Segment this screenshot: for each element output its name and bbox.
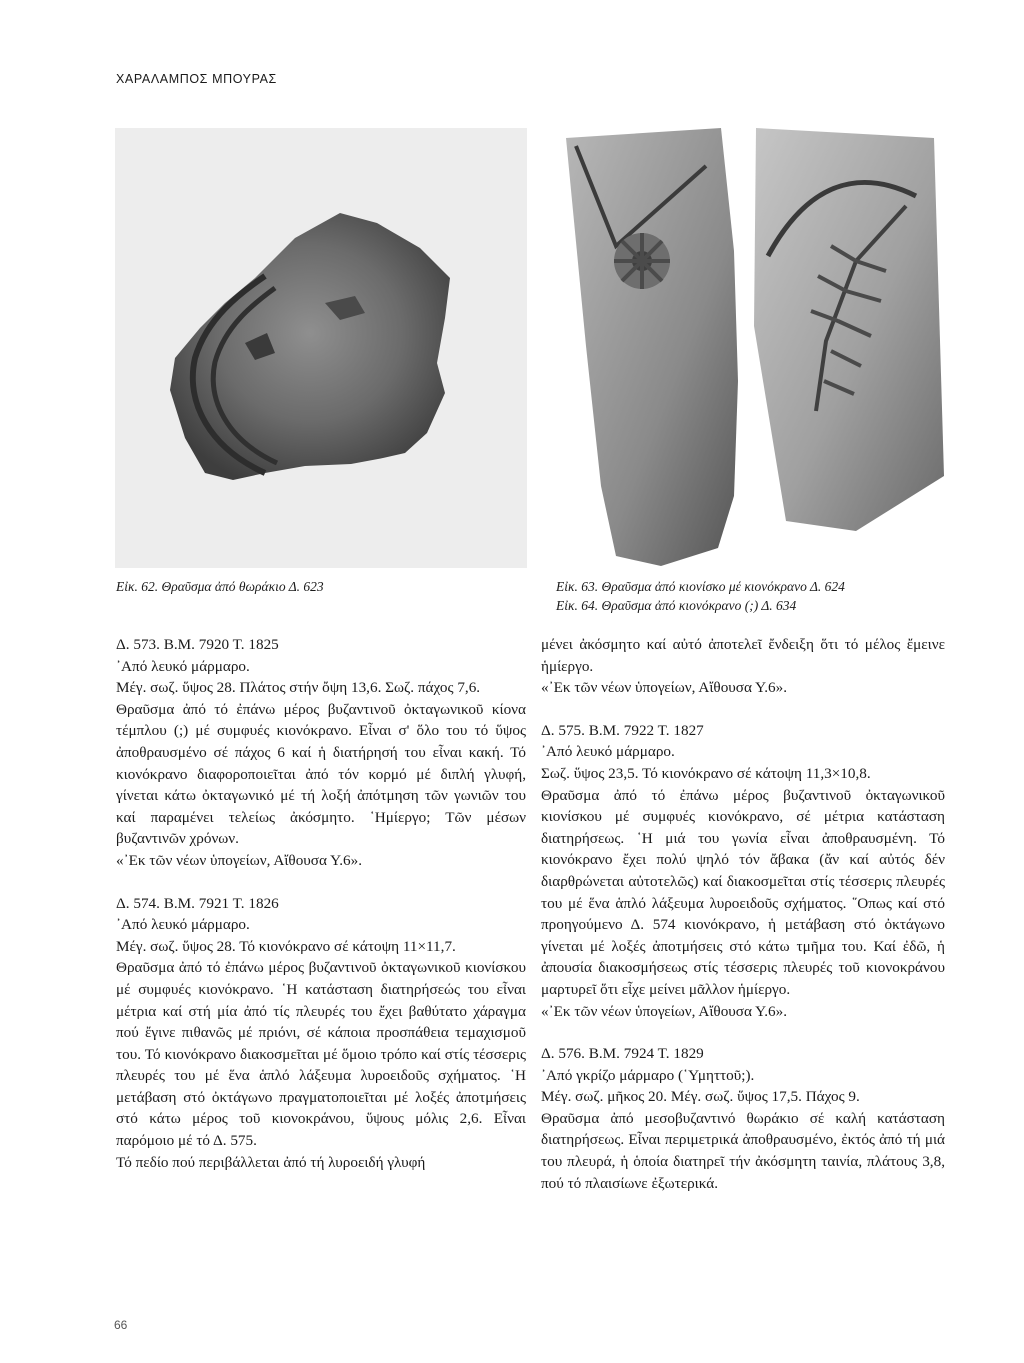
- description: Θραῦσμα ἀπό τό ἐπάνω μέρος βυζαντινοῦ ὀκταγωνικοῦ κίονα τέμπλου (;) μέ συμφυές κιονόκρανο. Εἶναι σ' ὅλο του τό ὕψος ἀποθραυσμένο σέ πάχος 6 καί ἡ διατήρησή του εἶναι κακή. Τό κιονόκρανο διαφοροποιεῖται ἀπό τόν κορμό μέ διπλή γλυφή, γίνεται κάτω ὀκταγωνικό μέ τή λοξή ἀπότμηση τῶν γωνιῶν του καί παραμένει τελείως ἀκόσμητο. ῾Ημίεργο; Τῶν μέσων βυζαντινῶν χρόνων.: [116, 700, 526, 848]
- left-column: [116, 634, 526, 1173]
- right-column: [541, 634, 945, 1194]
- page-number: 66: [114, 1318, 128, 1332]
- material: ᾿Από λευκό μάρμαρο.: [541, 743, 675, 761]
- material: ᾿Από λευκό μάρμαρο.: [116, 916, 250, 934]
- entry-heading: Δ. 574. Β.Μ. 7921 Τ. 1826: [116, 894, 279, 912]
- material: ᾿Από γκρίζο μάρμαρο (῾Υμηττοῦ;).: [541, 1066, 755, 1084]
- description: Θραῦσμα ἀπό τό ἐπάνω μέρος βυζαντινοῦ ὀκταγωνικοῦ κιονίσκου μέ συμφυές κιονόκρανο, σέ μέτρια κατάσταση διατηρήσεως. ῾Η μιά του γωνία εἶναι ἀποθραυσμένη. Τό κιονόκρανο ἔχει πολύ ψηλό τόν ἄβακα (ἄν καί αὐτός δέν διαρθρώνεται αὐτοτελῶς) καί διακοσμεῖται στίς τέσσερις πλευρές του μέ ἕνα ἁπλό λάξευμα λυροειδοῦς σχήματος. ῞Οπως καί στό προηγούμενο Δ. 574 κιονόκρανο, ἡ μετάβαση στό ὀκτάγωνο γίνεται μέ λοξές ἀποτμήσεις στό κάτω τμῆμα του. Καί ἐδῶ, ἡ ἀπουσία διακοσμήσεως στίς τέσσερις πλευρές τοῦ κιονοκράνου μαρτυρεῖ ὅτι εἶχε μείνει μᾶλλον ἡμίεργο.: [541, 786, 945, 998]
- dimensions: Μέγ. σωζ. ὕψος 28. Τό κιονόκρανο σέ κάτοψη 11×11,7.: [116, 937, 456, 955]
- dimensions: Μέγ. σωζ. ὕψος 28. Πλάτος στήν ὄψη 13,6. Σωζ. πάχος 7,6.: [116, 679, 481, 697]
- figure-63-64-photo: [556, 126, 944, 578]
- capital-fragments-image: [556, 126, 944, 578]
- provenance: «᾿Εκ τῶν νέων ὑπογείων, Αἴθουσα Υ.6».: [116, 851, 363, 869]
- figure-63-64-caption: [556, 577, 845, 615]
- provenance: «᾿Εκ τῶν νέων ὑπογείων, Αἴθουσα Υ.6».: [541, 1002, 788, 1020]
- description-continued: Τό πεδίο πού περιβάλλεται ἀπό τή λυροειδή γλυφή: [116, 1153, 426, 1171]
- description: Θραῦσμα ἀπό μεσοβυζαντινό θωράκιο σέ καλή κατάσταση διατηρήσεως. Εἶναι περιμετρικά ἀποθραυσμένο, ἐκτός ἀπό τή μιά του πλευρά, ἡ ὁποία διατηρεῖ τήν ἀκόσμητη ταινία, πλάτους 3,8, πού τό πλαισίωνε ἐξωτερικά.: [541, 1109, 945, 1192]
- description: Θραῦσμα ἀπό τό ἐπάνω μέρος βυζαντινοῦ ὀκταγωνικοῦ κιονίσκου μέ συμφυές κιονόκρανο. ῾Η κατάσταση διατηρήσεώς του εἶναι μέτρια καί στή μία ἀπό τίς πλευρές του ἔχει βαθύτατο χάραγμα πού ἔγινε πιθανῶς μέ πριόνι, σέ κάποια προσπάθεια τεμαχισμοῦ του. Τό κιονόκρανο διακοσμεῖται μέ ὅμοιο τρόπο καί στίς τέσσερις πλευρές του μέ ἕνα ἁπλό λάξευμα λυροειδοῦς σχήματος. ῾Η μετάβαση στό ὀκτάγωνο πραγματοποιεῖται μέ λοξές ἀποτμήσεις στό κάτω μέρος τοῦ κιονοκράνου, ὕψους μόλις 2,6. Εἶναι παρόμοιο μέ τό Δ. 575.: [116, 959, 526, 1150]
- figure-62-caption: [116, 577, 324, 596]
- figure-62-photo: [115, 128, 527, 568]
- marble-fragment-image: [115, 128, 527, 568]
- description-continued: μένει ἀκόσμητο καί αὐτό ἀποτελεῖ ἔνδειξη ὅτι τό μέλος ἔμεινε ἡμίεργο.: [541, 636, 945, 675]
- entry-heading: Δ. 576. Β.Μ. 7924 Τ. 1829: [541, 1045, 704, 1063]
- entry-heading: Δ. 575. Β.Μ. 7922 Τ. 1827: [541, 721, 704, 739]
- dimensions: Σωζ. ὕψος 23,5. Τό κιονόκρανο σέ κάτοψη 11,3×10,8.: [541, 764, 871, 782]
- running-head: ΧΑΡΑΛΑΜΠΟΣ ΜΠΟΥΡΑΣ: [116, 72, 277, 86]
- provenance: «᾿Εκ τῶν νέων ὑπογείων, Αἴθουσα Υ.6».: [541, 679, 788, 697]
- entry-heading: Δ. 573. Β.Μ. 7920 Τ. 1825: [116, 636, 279, 653]
- dimensions: Μέγ. σωζ. μῆκος 20. Μέγ. σωζ. ὕψος 17,5. Πάχος 9.: [541, 1088, 860, 1106]
- caption-line-1: Εἰκ. 63. Θραῦσμα ἀπό κιονίσκο μέ κιονόκρανο Δ. 624: [556, 579, 845, 594]
- material: ᾿Από λευκό μάρμαρο.: [116, 657, 250, 675]
- caption-text: Εἰκ. 62. Θραῦσμα ἀπό θωράκιο Δ. 623: [116, 579, 324, 594]
- caption-line-2: Εἰκ. 64. Θραῦσμα ἀπό κιονόκρανο (;) Δ. 634: [556, 598, 797, 613]
